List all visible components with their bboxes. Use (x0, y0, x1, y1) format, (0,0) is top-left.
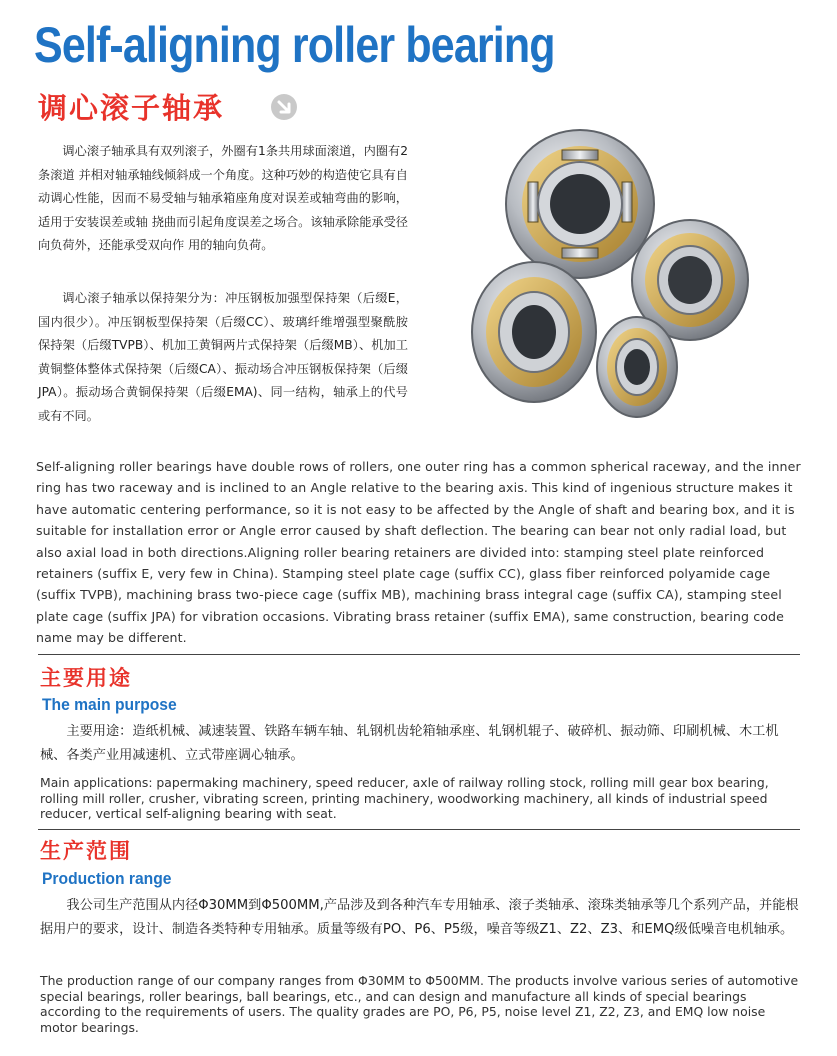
page-title-cn: 调心滚子轴承 (38, 91, 225, 125)
production-body-cn: 我公司生产范围从内径Φ30MM到Φ500MM,产品涉及到各种汽车专用轴承、滚子类轴承、滚珠类轴承等几个系列产品，并能根据用户的要求，设计、制造各类特种专用轴承。质量等级有PO、P6、P5级，噪音等级Z1、Z2、Z3、和EMQ级低噪音电机轴承。 (40, 898, 799, 937)
section-title-production-cn: 生产范围 (40, 839, 132, 863)
section-divider (38, 654, 800, 655)
section-title-main-purpose-cn: 主要用途 (40, 666, 132, 690)
bearing-left (472, 262, 596, 402)
main-purpose-body-en: Main applications: papermaking machinery, speed reducer, axle of railway rolling stock, rolling mill gear box bearing, rolling mill roller, crusher, vibrating screen, printing machinery, woodworking machinery, all kinds of industrial speed reducer, vertical self-aligning bearing with seat. (40, 775, 769, 821)
intro-paragraph-cn-2: 调心滚子轴承以保持架分为：冲压钢板加强型保持架（后缀E，国内很少）。冲压钢板型保持架（后缀CC）、玻璃纤维增强型聚酰胺保持架（后缀TVPB）、机加工黄铜两片式保持架（后缀MB）、机加工黄铜整体整体式保持架（后缀CA）、振动场合冲压钢板保持架（后缀JPA）。振动场合黄铜保持架（后缀EMA)、同一结构，轴承上的代号或有不同。 (38, 291, 408, 423)
production-body-en: The production range of our company ranges from Φ30MM to Φ500MM. The products involve various series of automotive special bearings, roller bearings, ball bearings, etc., and can design and manufacture all kinds of special bearings according to the requirements of users. The quality grades are PO, P6, P5, noise level Z1, Z2, Z3, and EMQ low noise motor bearings. (40, 973, 799, 1035)
page-title: Self-aligning roller bearing (34, 17, 555, 73)
bearing-small (597, 317, 677, 417)
bearing-large (506, 130, 654, 278)
section-divider (38, 829, 800, 830)
arrow-down-right-icon (271, 94, 297, 120)
bearing-photo (462, 122, 752, 422)
intro-paragraph-cn-1: 调心滚子轴承具有双列滚子，外圈有1条共用球面滚道，内圈有2条滚道 并相对轴承轴线倾斜成一个角度。这种巧妙的构造使它具有自动调心性能，因而不易受轴与轴承箱座角度对误差或轴弯曲的影响，适用于安装误差或轴 挠曲而引起角度误差之场合。该轴承除能承受径向负荷外，还能承受双向作 用的轴向负荷。 (38, 144, 408, 253)
intro-paragraph-en: Self-aligning roller bearings have double rows of rollers, one outer ring has a common spherical raceway, and the inner ring has two raceway and is inclined to an Angle relative to the bearing axis. This kind of ingenious structure makes it have automatic centering performance, so it is not easy to be affected by the Angle of shaft and bearing box, and it is suitable for installation error or Angle error caused by shaft deflection. The bearing can bear not only radial load, but also axial load in both directions.Aligning roller bearing retainers are divided into: stamping steel plate reinforced retainers (suffix E, very few in China). Stamping steel plate cage (suffix CC), glass fiber reinforced polyamide cage (suffix TVPB), machining brass two-piece cage (suffix MB), machining brass integral cage (suffix CA), stamping steel plate cage (suffix JPA) for vibration occasions. Vibrating brass retainer (suffix EMA), same construction, bearing code name may be different. (36, 459, 801, 646)
section-title-main-purpose-en: The main purpose (42, 695, 177, 714)
main-purpose-body-cn: 主要用途：造纸机械、减速装置、铁路车辆车轴、轧钢机齿轮箱轴承座、轧钢机辊子、破碎机、振动筛、印刷机械、木工机械、各类产业用减速机、立式带座调心轴承。 (40, 724, 779, 763)
section-title-production-en: Production range (42, 869, 172, 888)
